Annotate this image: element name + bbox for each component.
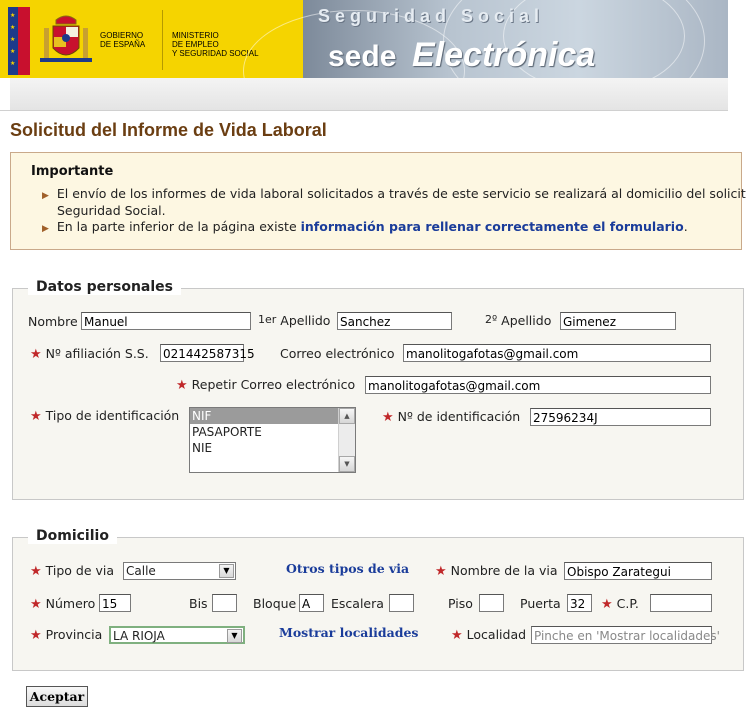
required-asterisk-icon: ★ bbox=[30, 597, 42, 612]
importante-box bbox=[10, 152, 742, 250]
repetir-correo-input[interactable]: manolitogafotas@gmail.com bbox=[365, 376, 711, 394]
bullet-arrow-icon: ▶ bbox=[42, 191, 49, 201]
tipo-id-listbox[interactable] bbox=[189, 407, 356, 473]
tipo-id-label: ★ Tipo de identificación bbox=[30, 408, 180, 424]
scroll-up-icon[interactable]: ▲ bbox=[339, 408, 355, 424]
escalera-input[interactable] bbox=[389, 594, 414, 612]
domicilio-legend: Domicilio bbox=[28, 528, 117, 544]
personal-data-legend: Datos personales bbox=[28, 279, 181, 295]
escalera-label: Escalera bbox=[331, 596, 384, 611]
bloque-input[interactable]: A bbox=[299, 594, 324, 612]
nombre-via-input[interactable]: Obispo Zarategui bbox=[564, 562, 712, 580]
spain-band bbox=[18, 7, 30, 75]
electronica-banner: Electrónica bbox=[412, 36, 596, 74]
bloque-label: Bloque bbox=[253, 596, 297, 611]
tipo-via-select[interactable]: Calle ▼ bbox=[123, 562, 236, 580]
apellido1-label: 1er Apellido bbox=[258, 313, 331, 328]
piso-input[interactable] bbox=[479, 594, 504, 612]
importante-text-1-cont: Seguridad Social. bbox=[57, 203, 166, 218]
localidad-input[interactable]: Pinche en 'Mostrar localidades' bbox=[531, 626, 712, 644]
required-asterisk-icon: ★ bbox=[30, 347, 42, 362]
tipo-id-option[interactable]: NIF bbox=[190, 408, 355, 424]
numero-label: ★ Número bbox=[30, 596, 96, 612]
correo-input[interactable]: manolitogafotas@gmail.com bbox=[403, 344, 711, 362]
chevron-down-icon: ▼ bbox=[227, 629, 242, 643]
apellido1-input[interactable]: Sanchez bbox=[337, 312, 452, 330]
importante-line-1 bbox=[42, 186, 746, 201]
puerta-input[interactable]: 32 bbox=[567, 594, 592, 612]
required-asterisk-icon: ★ bbox=[30, 628, 42, 643]
seguridad-social-banner: Seguridad Social bbox=[318, 6, 545, 26]
afiliacion-label: ★ Nº afiliación S.S. bbox=[30, 346, 149, 362]
repetir-correo-label: ★ Repetir Correo electrónico bbox=[176, 377, 356, 393]
gobierno-label: GOBIERNO DE ESPAÑA bbox=[100, 31, 146, 49]
importante-text-2: En la parte inferior de la página existe bbox=[56, 219, 301, 234]
importante-text-2-end: . bbox=[683, 219, 688, 234]
nav-bar bbox=[0, 78, 728, 111]
mostrar-localidades-link[interactable]: Mostrar localidades bbox=[279, 625, 419, 640]
aceptar-button[interactable]: Aceptar bbox=[26, 686, 88, 707]
required-asterisk-icon: ★ bbox=[601, 597, 613, 612]
required-asterisk-icon: ★ bbox=[382, 410, 394, 425]
importante-heading: Importante bbox=[31, 164, 114, 179]
tipo-via-label: ★ Tipo de via bbox=[30, 563, 115, 579]
provincia-select[interactable]: LA RIOJA ▼ bbox=[109, 626, 245, 644]
numero-input[interactable]: 15 bbox=[99, 594, 131, 612]
otros-tipos-via-link[interactable]: Otros tipos de via bbox=[286, 561, 410, 576]
tipo-id-option[interactable]: NIE bbox=[192, 441, 213, 455]
apellido2-input[interactable]: Gimenez bbox=[560, 312, 676, 330]
nombre-via-label: ★ Nombre de la via bbox=[435, 563, 558, 579]
num-id-input[interactable]: 27596234J bbox=[530, 408, 711, 426]
nombre-input[interactable]: Manuel bbox=[81, 312, 251, 330]
correo-label: Correo electrónico bbox=[280, 346, 395, 361]
puerta-label: Puerta bbox=[520, 596, 561, 611]
listbox-scrollbar[interactable] bbox=[338, 408, 355, 472]
importante-line-2 bbox=[42, 219, 688, 234]
bis-input[interactable] bbox=[212, 594, 237, 612]
localidad-label: ★ Localidad bbox=[451, 627, 527, 643]
importante-text-1: El envío de los informes de vida laboral solicitados a través de este servicio se realizará al domicilio del solicit bbox=[56, 186, 746, 201]
bullet-arrow-icon: ▶ bbox=[42, 224, 49, 234]
chevron-down-icon: ▼ bbox=[219, 564, 234, 578]
nombre-label: Nombre bbox=[28, 314, 78, 329]
provincia-label: ★ Provincia bbox=[30, 627, 103, 643]
cp-input[interactable] bbox=[650, 594, 712, 612]
piso-label: Piso bbox=[448, 596, 473, 611]
eu-flag-icon: ★ ★ ★ ★ ★ bbox=[8, 7, 18, 75]
ministerio-label: MINISTERIO DE EMPLEO Y SEGURIDAD SOCIAL bbox=[172, 31, 259, 58]
required-asterisk-icon: ★ bbox=[451, 628, 463, 643]
required-asterisk-icon: ★ bbox=[435, 564, 447, 579]
tipo-id-option[interactable]: PASAPORTE bbox=[192, 425, 262, 439]
header-divider bbox=[162, 10, 163, 70]
info-form-link[interactable]: información para rellenar correctamente el formulario bbox=[300, 219, 684, 234]
sede-banner: sede bbox=[328, 40, 397, 73]
required-asterisk-icon: ★ bbox=[30, 564, 42, 579]
page-title: Solicitud del Informe de Vida Laboral bbox=[10, 120, 327, 140]
scroll-down-icon[interactable]: ▼ bbox=[339, 456, 355, 472]
num-id-label: ★ Nº de identificación bbox=[382, 409, 521, 425]
required-asterisk-icon: ★ bbox=[30, 409, 42, 424]
afiliacion-input[interactable]: 021442587315 bbox=[160, 344, 244, 362]
bis-label: Bis bbox=[189, 596, 208, 611]
cp-label: ★ C.P. bbox=[601, 596, 639, 612]
apellido2-label: 2º Apellido bbox=[485, 313, 552, 328]
coat-of-arms-icon bbox=[40, 14, 92, 68]
required-asterisk-icon: ★ bbox=[176, 378, 188, 393]
